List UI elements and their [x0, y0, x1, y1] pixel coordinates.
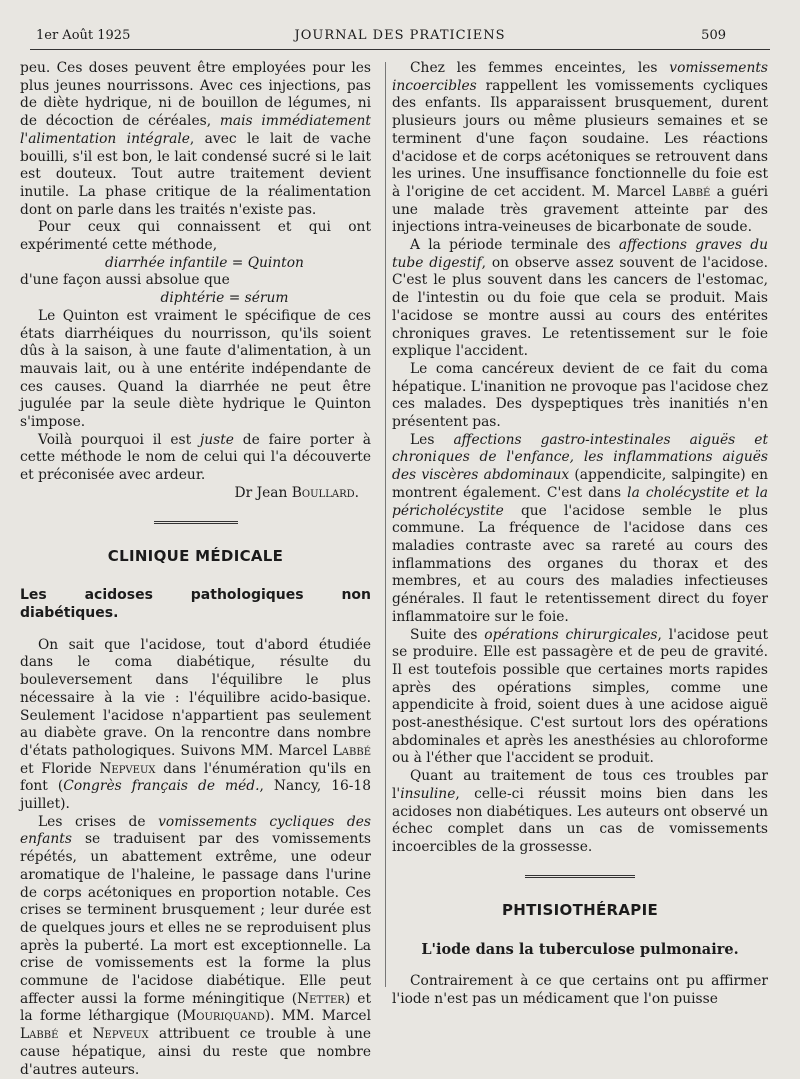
paragraph: Contrairement à ce que certains ont pu affirmer l'iode n'est pas un médicament que l'on puisse [392, 973, 768, 1007]
header-date: 1er Août 1925 [36, 28, 131, 43]
paragraph: Pour ceux qui connaissent et qui ont expérimenté cette méthode, [20, 219, 371, 254]
header-rule [30, 49, 770, 50]
column-divider [385, 62, 386, 987]
article-title: L'iode dans la tuberculose pulmonaire. [421, 941, 739, 959]
paragraph: Quant au traitement de tous ces troubles par l'insuline, celle-ci réussit moins bien dans les acidoses non diabétiques. Les auteurs ont observé un échec complet dans un cas de vomissements incoercibles de la grossesse. [392, 768, 768, 855]
paragraph: A la période terminale des affections graves du tube digestif, on observe assez souvent de l'acidose. C'est le plus souvent dans les cancers de l'estomac, de l'intestin ou du foie que cela se produit. Mais l'acidose se montre aussi au cours des entérites chroniques graves. Le retentissement sur le foie explique l'accident. [392, 237, 768, 360]
left-column [20, 60, 371, 1079]
section-separator [154, 521, 238, 526]
paragraph: Chez les femmes enceintes, les vomissements incoercibles rappellent les vomissements cycliques des enfants. Ils apparaissent brusquement, durent plusieurs jours ou même plusieurs semaines et se terminent d'une façon soudaine. Les réactions d'acidose et de corps acétoniques se retrouvent dans les urines. Une insuffisance fonctionnelle du foie est à l'origine de cet accident. M. Marcel Labbé a guéri une malade très gravement atteinte par des injections intra-veineuses de bicarbonate de soude. [392, 60, 768, 236]
formula: diarrhée infantile = Quinton [105, 254, 304, 271]
paragraph: Voilà pourquoi il est juste de faire porter à cette méthode le nom de celui qui l'a découverte et préconisée avec ardeur. [20, 431, 371, 484]
header-page-number: 509 [701, 28, 726, 43]
author-signature: Dr Jean Boullard. [234, 484, 359, 501]
section-heading: PHTISIOTHÉRAPIE [501, 900, 658, 919]
paragraph: Suite des opérations chirurgicales, l'acidose peut se produire. Elle est passagère et de peu de gravité. Il est toutefois possible que certaines morts rapides après des opérations simples, comme une appendicite à froid, soient dues à une acidose aiguë post-anesthésique. C'est surtout lors des opérations abdominales et après les anesthésies au chloroforme ou à l'éther que l'accident se produit. [392, 626, 768, 767]
paragraph: d'une façon aussi absolue que [20, 272, 230, 289]
right-column [392, 60, 768, 1008]
formula: diphtérie = sérum [160, 290, 289, 307]
paragraph: On sait que l'acidose, tout d'abord étudiée dans le coma diabétique, résulte du bouleversement dans l'équilibre le plus nécessaire à la vie : l'équilibre acido-basique. Seulement l'acidose n'appartient pas seulement au diabète grave. On la rencontre dans nombre d'états pathologiques. Suivons MM. Marcel Labbé et Floride Nepveux dans l'énumération qu'ils en font (Congrès français de méd., Nancy, 16-18 juillet). [20, 636, 371, 813]
paragraph: Le coma cancéreux devient de ce fait du coma hépatique. L'inanition ne provoque pas l'acidose chez ces malades. Des dyspeptiques très inanitiés n'en présentent pas. [392, 360, 768, 431]
section-heading: CLINIQUE MÉDICALE [107, 546, 284, 565]
paragraph: Le Quinton est vraiment le spécifique de ces états diarrhéiques du nourrisson, qu'ils soient dûs à la saison, à une faute d'alimentation, à un mauvais lait, ou à une entérite indépendante de ces causes. Quand la diarrhée ne peut être jugulée par la seule diète hydrique le Quinton s'impose. [20, 307, 371, 431]
paragraph: Les crises de vomissements cycliques des enfants se traduisent par des vomissements répétés, un abattement extrême, une odeur aromatique de l'haleine, le passage dans l'urine de corps acétoniques en proportion notable. Ces crises se terminent brusquement ; leur durée est de quelques jours et elles ne se reproduisent plus après la puberté. La mort est exceptionnelle. La crise de vomissements est la forme la plus commune de l'acidose diabétique. Elle peut affecter aussi la forme méningitique (Netter) et la forme léthargique (Mouriquand). MM. Marcel Labbé et Nepveux attribuent ce trouble à une cause hépatique, ainsi du reste que nombre d'autres auteurs. [20, 813, 372, 1078]
article-title: Les acidoses pathologiques non diabétiques. [20, 587, 371, 621]
paragraph: Les affections gastro-intestinales aiguës et chroniques de l'enfance, les inflammations aiguës des viscères abdominaux (appendicite, salpingite) en montrent également. C'est dans la cholécystite et la péricholécystite que l'acidose semble le plus commune. La fréquence de l'acidose dans ces maladies contraste avec sa rareté au cours des inflammations des organes du thorax et des membres, et au cours des maladies infectieuses générales. Il faut le retentissement direct du foyer inflammatoire sur le foie. [392, 431, 768, 625]
header-journal-title: JOURNAL DES PRATICIENS [294, 28, 506, 43]
paragraph: peu. Ces doses peuvent être employées pour les plus jeunes nourrissons. Avec ces injections, pas de diète hydrique, ni de bouillon de légumes, ni de décoction de céréales, mais immédiatement l'alimentation intégrale, avec le lait de vache bouilli, s'il est bon, le lait condensé sucré si le lait est douteux. Tout autre traitement devient inutile. La phase critique de la réalimentation dont on parle dans les traités n'existe pas. [20, 60, 371, 218]
section-separator [525, 875, 635, 880]
